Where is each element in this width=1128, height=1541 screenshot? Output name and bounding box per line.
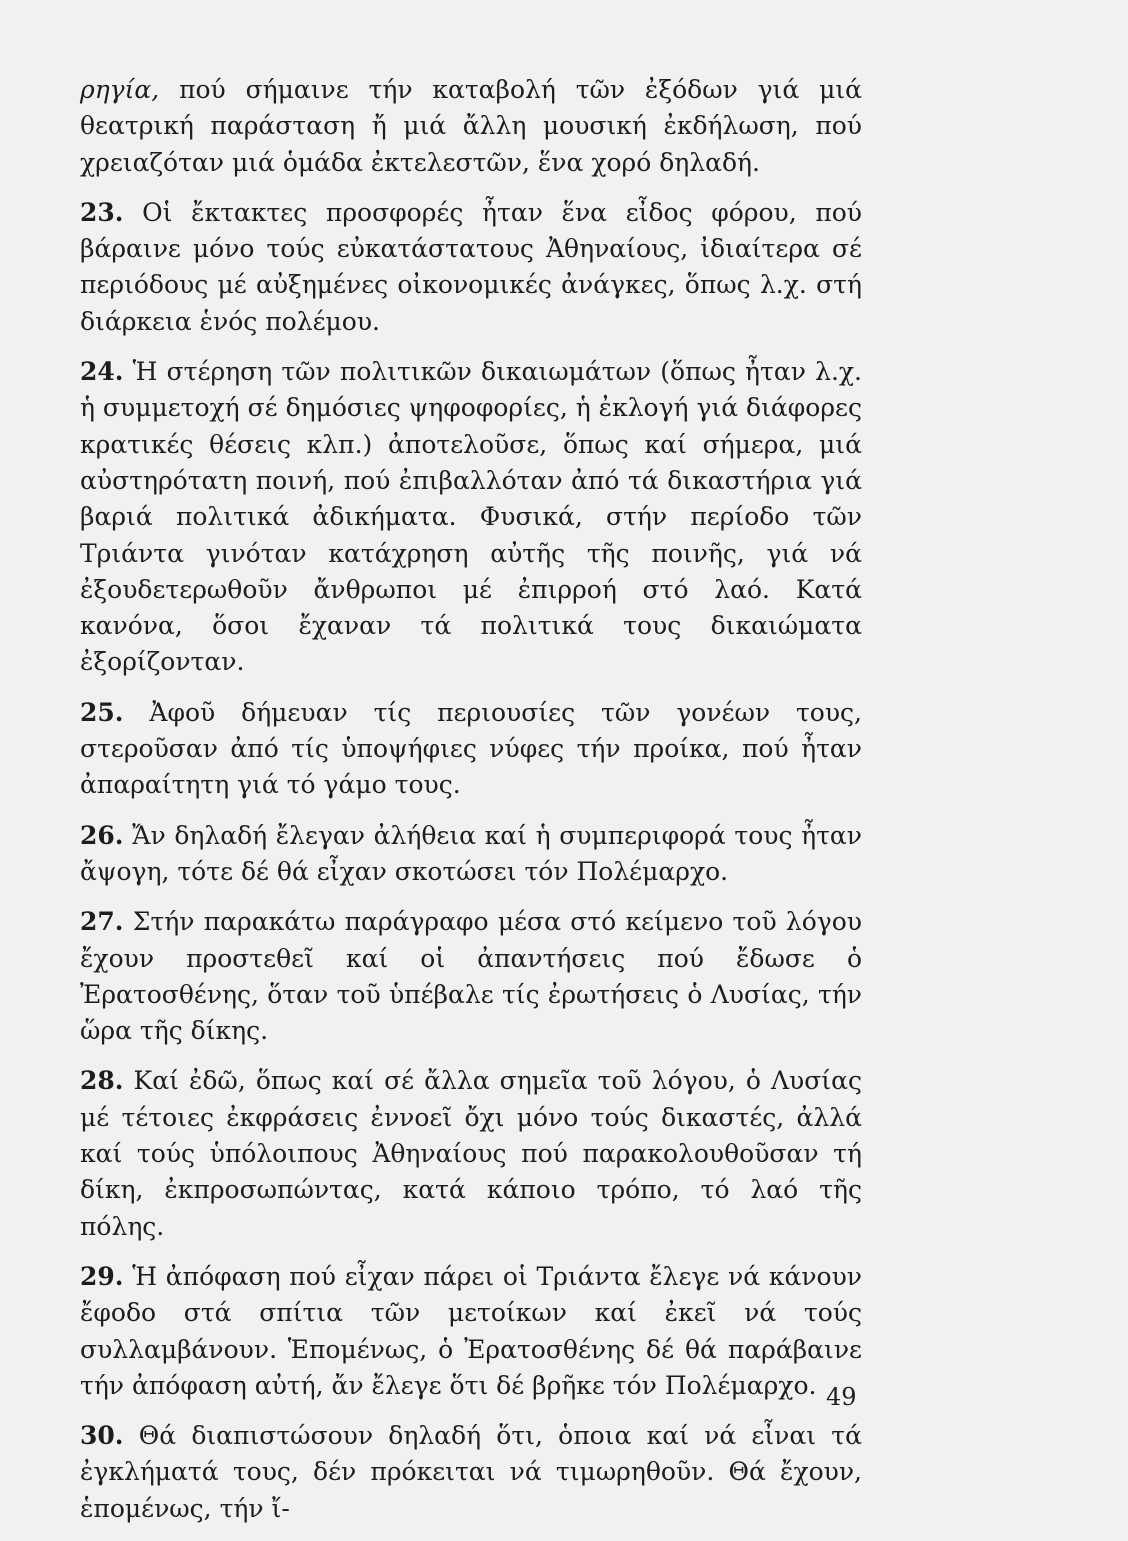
note-30: [80, 1418, 862, 1527]
note-number: 26.: [80, 820, 124, 850]
note-number: 29.: [80, 1261, 124, 1291]
note-text: Ἀφοῦ δήμευαν τίς περιουσίες τῶν γονέων τους, στεροῦσαν ἀπό τίς ὑποψήφιες νύφες τήν προίκα, πού ἦταν ἀπαραίτητη γιά τό γάμο τους.: [80, 697, 862, 800]
note-number: 25.: [80, 697, 124, 727]
note-26: [80, 818, 862, 891]
note-text: Ἡ στέρηση τῶν πολιτικῶν δικαιωμάτων (ὅπως ἦταν λ.χ. ἡ συμμετοχή σέ δημόσιες ψηφοφορίες, ἡ ἐκλογή γιά διάφορες κρατικές θέσεις κλπ.) ἀποτελοῦσε, ὅπως καί σήμερα, μιά αὐστηρότατη ποινή, πού ἐπιβαλλόταν ἀπό τά δικαστήρια γιά βαριά πολιτικά ἀδικήματα. Φυσικά, στήν περίοδο τῶν Τριάντα γινόταν κατάχρηση αὐτῆς τῆς ποινῆς, γιά νά ἐξουδετερωθοῦν ἄνθρωποι μέ ἐπιρροή στό λαό. Κατά κανόνα, ὅσοι ἔχαναν τά πολιτικά τους δικαιώματα ἐξορίζονταν.: [80, 357, 862, 677]
note-text: Ἡ ἀπόφαση πού εἶχαν πάρει οἱ Τριάντα ἔλεγε νά κάνουν ἔφοδο στά σπίτια τῶν μετοίκων καί ἐκεῖ νά τούς συλλαμβάνουν. Ἑπομένως, ὁ Ἐρατοσθένης δέ θά παράβαινε τήν ἀπόφαση αὐτή, ἄν ἔλεγε ὅτι δέ βρῆκε τόν Πολέμαρχο.: [80, 1261, 862, 1400]
intro-text: πού σήμαινε τήν καταβολή τῶν ἐξόδων γιά μιά θεατρική παράσταση ἤ μιά ἄλλη μουσική ἐκδήλωση, πού χρειαζόταν μιά ὁμάδα ἐκτελεστῶν, ἕνα χορό δηλαδή.: [80, 75, 862, 177]
page-number: 49: [826, 1383, 857, 1411]
note-number: 23.: [80, 197, 124, 227]
note-28: [80, 1063, 862, 1244]
note-23: [80, 195, 862, 340]
intro-paragraph: [80, 72, 862, 181]
notes-text-block: [80, 72, 862, 1541]
note-number: 30.: [80, 1421, 124, 1451]
note-27: [80, 904, 862, 1049]
note-text: Οἱ ἔκτακτες προσφορές ἦταν ἕνα εἶδος φόρου, πού βάραινε μόνο τούς εὐκατάστατους Ἀθηναίους, ἰδιαίτερα σέ περιόδους μέ αὐξημένες οἰκονομικές ἀνάγκες, ὅπως λ.χ. στή διάρκεια ἑνός πολέμου.: [80, 197, 862, 336]
note-text: Θά διαπιστώσουν δηλαδή ὅτι, ὁποια καί νά εἶναι τά ἐγκλήματά τους, δέν πρόκειται νά τιμωρηθοῦν. Θά ἔχουν, ἑπομένως, τήν ἴ-: [80, 1421, 862, 1523]
note-text: Ἄν δηλαδή ἔλεγαν ἀλήθεια καί ἡ συμπεριφορά τους ἦταν ἄψογη, τότε δέ θά εἶχαν σκοτώσει τόν Πολέμαρχο.: [80, 820, 862, 886]
intro-first-word: ρηγία,: [80, 75, 160, 104]
note-number: 27.: [80, 907, 124, 937]
note-number: 24.: [80, 357, 124, 387]
note-24: [80, 354, 862, 681]
note-text: Καί ἐδῶ, ὅπως καί σέ ἄλλα σημεῖα τοῦ λόγου, ὁ Λυσίας μέ τέτοιες ἐκφράσεις ἐννοεῖ ὄχι μόνο τούς δικαστές, ἀλλά καί τούς ὑπόλοιπους Ἀθηναίους πού παρακολουθοῦσαν τή δίκη, ἐκπροσωπώντας, κατά κάποιο τρόπο, τό λαό τῆς πόλης.: [80, 1066, 862, 1241]
note-29: [80, 1259, 862, 1404]
note-25: [80, 695, 862, 804]
note-number: 28.: [80, 1066, 124, 1096]
note-text: Στήν παρακάτω παράγραφο μέσα στό κείμενο τοῦ λόγου ἔχουν προστεθεῖ καί οἱ ἀπαντήσεις πού ἔδωσε ὁ Ἐρατοσθένης, ὅταν τοῦ ὑπέβαλε τίς ἐρωτήσεις ὁ Λυσίας, τήν ὥρα τῆς δίκης.: [80, 907, 862, 1046]
